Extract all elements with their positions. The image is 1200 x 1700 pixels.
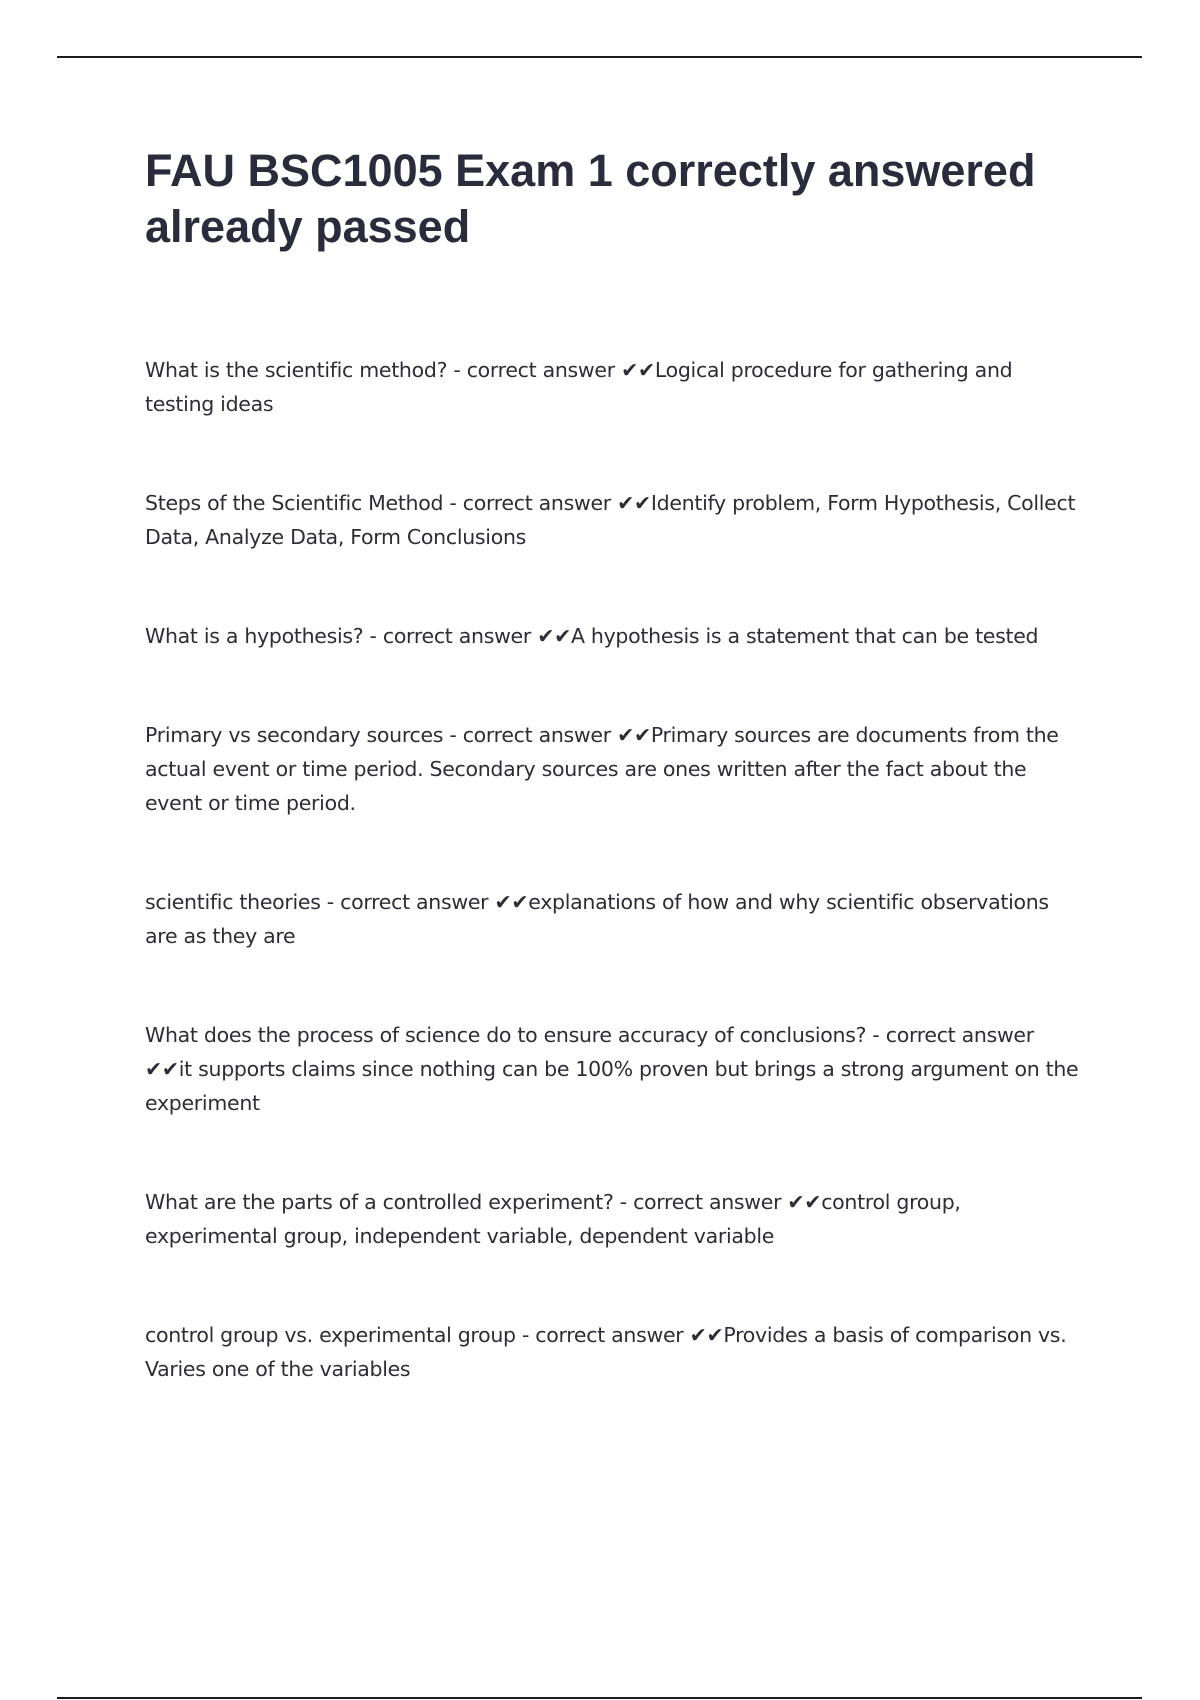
qa-item: scientific theories - correct answer ✔✔explanations of how and why scientific observations are as they are <box>145 890 1049 948</box>
double-check-icon: ✔✔ <box>787 1190 822 1214</box>
double-check-icon: ✔✔ <box>621 358 655 382</box>
qa-item: Primary vs secondary sources - correct answer ✔✔Primary sources are documents from the actual event or time period. Secondary sources are ones written after the fact about the event or time period. <box>145 723 1059 815</box>
qa-item: What is the scientific method? - correct answer ✔✔Logical procedure for gathering and testing ideas <box>145 358 1013 416</box>
answer-marker: correct answer <box>885 1023 1034 1047</box>
answer-marker: correct answer <box>466 358 615 382</box>
answer-text: it supports claims since nothing can be 100% proven but brings a strong argument on the experiment <box>145 1057 1079 1115</box>
answer-text: Provides a basis of comparison vs. Varies one of the variables <box>145 1323 1067 1381</box>
double-check-icon: ✔✔ <box>617 491 651 515</box>
question-text: Steps of the Scientific Method <box>145 491 444 515</box>
qa-list <box>145 353 1085 1451</box>
answer-marker: correct answer <box>462 491 611 515</box>
bottom-rule <box>57 1697 1142 1699</box>
question-text: What are the parts of a controlled experiment? <box>145 1190 614 1214</box>
question-text: Primary vs secondary sources <box>145 723 444 747</box>
top-rule <box>57 56 1142 58</box>
question-text: What is a hypothesis? <box>145 624 364 648</box>
double-check-icon: ✔✔ <box>689 1323 724 1347</box>
question-text: What is the scientific method? <box>145 358 448 382</box>
answer-marker: correct answer <box>340 890 489 914</box>
qa-item: control group vs. experimental group - correct answer ✔✔Provides a basis of comparison vs. Varies one of the variables <box>145 1323 1067 1381</box>
answer-text: explanations of how and why scientific observations are as they are <box>145 890 1049 948</box>
double-check-icon: ✔✔ <box>537 624 571 648</box>
qa-item: Steps of the Scientific Method - correct answer ✔✔Identify problem, Form Hypothesis, Collect Data, Analyze Data, Form Conclusions <box>145 491 1076 549</box>
answer-marker: correct answer <box>462 723 611 747</box>
question-text: What does the process of science do to ensure accuracy of conclusions? <box>145 1023 867 1047</box>
answer-marker: correct answer <box>633 1190 782 1214</box>
answer-marker: correct answer <box>535 1323 684 1347</box>
qa-item: What are the parts of a controlled experiment? - correct answer ✔✔control group, experimental group, independent variable, dependent variable <box>145 1190 961 1248</box>
answer-text: Primary sources are documents from the actual event or time period. Secondary sources are ones written after the fact about the event or time period. <box>145 723 1059 815</box>
page-title: FAU BSC1005 Exam 1 correctly answered already passed <box>145 145 1036 252</box>
question-text: control group vs. experimental group <box>145 1323 516 1347</box>
double-check-icon: ✔✔ <box>494 890 529 914</box>
answer-text: control group, experimental group, independent variable, dependent variable <box>145 1190 961 1248</box>
qa-item: What is a hypothesis? - correct answer ✔✔A hypothesis is a statement that can be tested <box>145 624 1039 648</box>
question-text: scientific theories <box>145 890 321 914</box>
answer-marker: correct answer <box>382 624 531 648</box>
answer-text: Logical procedure for gathering and testing ideas <box>145 358 1013 416</box>
qa-item: What does the process of science do to ensure accuracy of conclusions? - correct answer ✔✔it supports claims since nothing can be 100% proven but brings a strong argument on the experiment <box>145 1023 1079 1115</box>
double-check-icon: ✔✔ <box>617 723 651 747</box>
double-check-icon: ✔✔ <box>145 1057 179 1081</box>
answer-text: Identify problem, Form Hypothesis, Collect Data, Analyze Data, Form Conclusions <box>145 491 1076 549</box>
answer-text: A hypothesis is a statement that can be tested <box>570 624 1039 648</box>
